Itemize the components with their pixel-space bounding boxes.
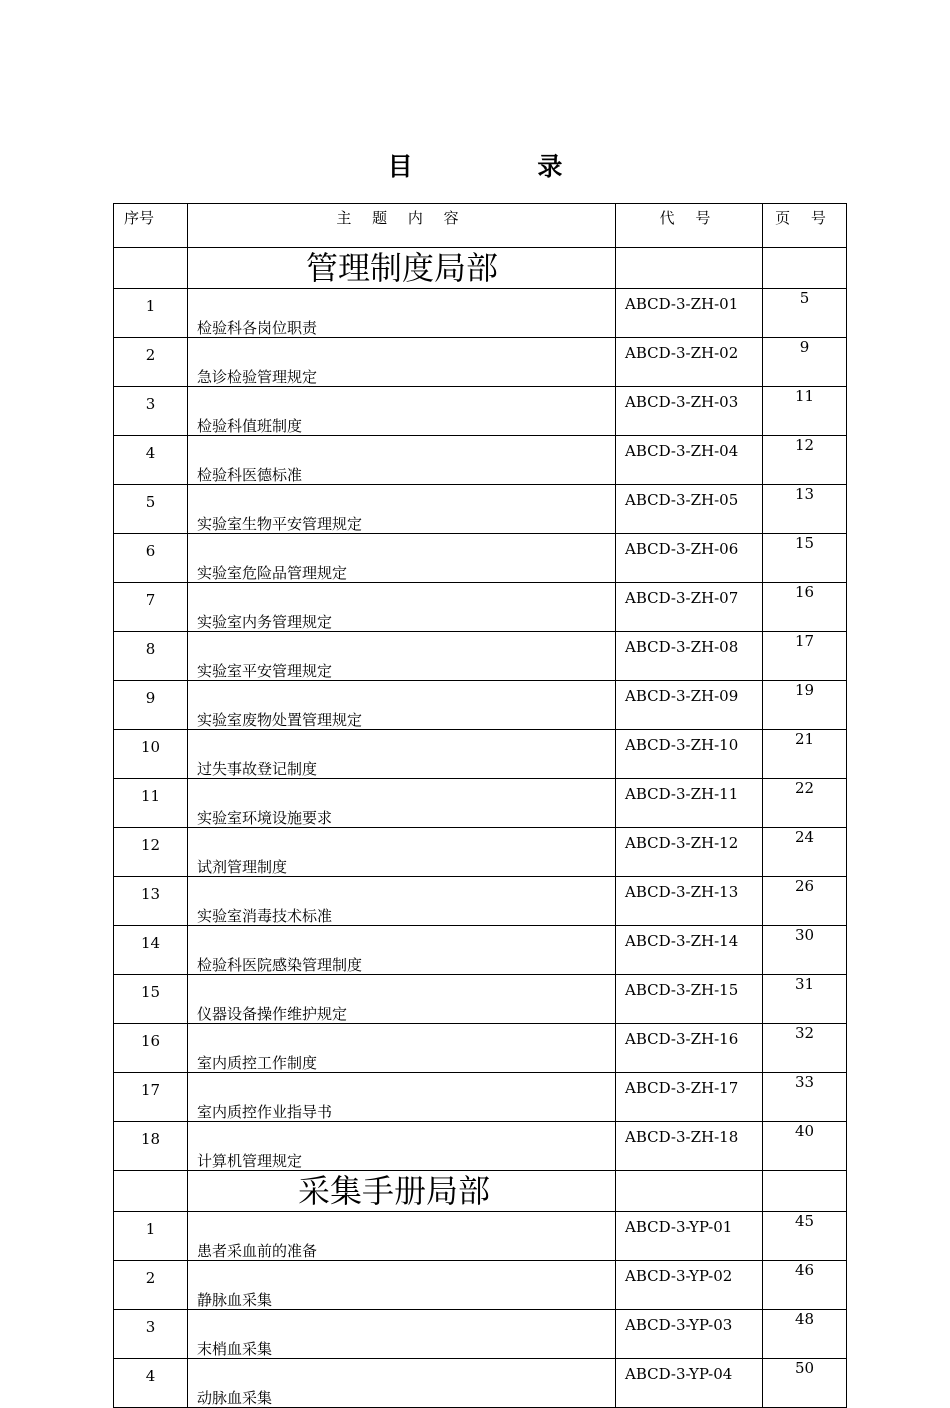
table-row[interactable] <box>114 338 847 387</box>
row-index: 13 <box>114 877 188 926</box>
row-page: 5 <box>763 289 847 338</box>
row-topic[interactable]: 实验室环境设施要求 <box>197 809 333 827</box>
table-row[interactable] <box>114 436 847 485</box>
toc-table <box>113 203 847 1408</box>
row-topic[interactable]: 检验科各岗位职责 <box>197 319 318 337</box>
row-topic[interactable]: 静脉血采集 <box>197 1291 273 1309</box>
table-row[interactable] <box>114 534 847 583</box>
row-index: 4 <box>114 1359 188 1408</box>
row-index: 15 <box>114 975 188 1024</box>
section-empty-cell <box>114 1171 188 1212</box>
row-topic[interactable]: 试剂管理制度 <box>197 858 288 876</box>
row-topic[interactable]: 室内质控作业指导书 <box>197 1103 333 1121</box>
row-index: 2 <box>114 338 188 387</box>
row-page: 22 <box>763 779 847 828</box>
row-index: 8 <box>114 632 188 681</box>
row-code: ABCD-3-YP-03 <box>616 1310 763 1359</box>
table-row[interactable] <box>114 1073 847 1122</box>
row-index: 5 <box>114 485 188 534</box>
row-page: 32 <box>763 1024 847 1073</box>
row-code: ABCD-3-ZH-18 <box>616 1122 763 1171</box>
row-topic[interactable]: 末梢血采集 <box>197 1340 273 1358</box>
row-page: 30 <box>763 926 847 975</box>
table-row[interactable] <box>114 1024 847 1073</box>
row-page: 21 <box>763 730 847 779</box>
row-topic-cell <box>188 1212 616 1261</box>
row-code: ABCD-3-ZH-17 <box>616 1073 763 1122</box>
row-page: 15 <box>763 534 847 583</box>
table-row[interactable] <box>114 1122 847 1171</box>
table-row[interactable] <box>114 632 847 681</box>
row-index: 10 <box>114 730 188 779</box>
row-topic-cell <box>188 338 616 387</box>
row-code: ABCD-3-ZH-11 <box>616 779 763 828</box>
table-row[interactable] <box>114 1359 847 1408</box>
row-page: 31 <box>763 975 847 1024</box>
row-code: ABCD-3-ZH-14 <box>616 926 763 975</box>
row-code: ABCD-3-ZH-01 <box>616 289 763 338</box>
table-row[interactable] <box>114 1261 847 1310</box>
row-page: 11 <box>763 387 847 436</box>
row-topic[interactable]: 实验室内务管理规定 <box>197 613 333 631</box>
row-index: 9 <box>114 681 188 730</box>
row-topic-cell <box>188 534 616 583</box>
header-topic: 主 题 内 容 <box>188 204 616 248</box>
section-row <box>114 1171 847 1212</box>
row-topic[interactable]: 检验科医德标准 <box>197 466 303 484</box>
row-page: 45 <box>763 1212 847 1261</box>
header-code: 代 号 <box>616 204 763 248</box>
row-topic[interactable]: 实验室消毒技术标准 <box>197 907 333 925</box>
row-code: ABCD-3-ZH-03 <box>616 387 763 436</box>
row-code: ABCD-3-ZH-04 <box>616 436 763 485</box>
row-code: ABCD-3-ZH-06 <box>616 534 763 583</box>
row-topic-cell <box>188 1359 616 1408</box>
row-code: ABCD-3-ZH-09 <box>616 681 763 730</box>
row-topic-cell <box>188 828 616 877</box>
section-title: 采集手册局部 <box>188 1171 616 1212</box>
row-index: 1 <box>114 289 188 338</box>
row-topic-cell <box>188 436 616 485</box>
row-code: ABCD-3-ZH-13 <box>616 877 763 926</box>
row-code: ABCD-3-ZH-07 <box>616 583 763 632</box>
toc-body <box>114 204 847 1408</box>
row-topic-cell <box>188 583 616 632</box>
row-page: 16 <box>763 583 847 632</box>
row-code: ABCD-3-ZH-08 <box>616 632 763 681</box>
row-topic-cell <box>188 632 616 681</box>
row-code: ABCD-3-ZH-12 <box>616 828 763 877</box>
table-row[interactable] <box>114 1212 847 1261</box>
table-row[interactable] <box>114 387 847 436</box>
row-topic[interactable]: 计算机管理规定 <box>197 1152 303 1170</box>
row-code: ABCD-3-ZH-02 <box>616 338 763 387</box>
row-index: 11 <box>114 779 188 828</box>
row-topic-cell <box>188 1261 616 1310</box>
row-topic[interactable]: 检验科医院感染管理制度 <box>197 956 363 974</box>
row-topic[interactable]: 急诊检验管理规定 <box>197 368 318 386</box>
row-topic[interactable]: 检验科值班制度 <box>197 417 303 435</box>
row-code: ABCD-3-ZH-05 <box>616 485 763 534</box>
row-topic[interactable]: 患者采血前的准备 <box>197 1242 318 1260</box>
row-topic-cell <box>188 1310 616 1359</box>
row-index: 16 <box>114 1024 188 1073</box>
row-topic[interactable]: 实验室平安管理规定 <box>197 662 333 680</box>
row-page: 46 <box>763 1261 847 1310</box>
row-page: 17 <box>763 632 847 681</box>
row-topic-cell <box>188 1122 616 1171</box>
row-code: ABCD-3-ZH-15 <box>616 975 763 1024</box>
table-row[interactable] <box>114 1310 847 1359</box>
row-topic-cell <box>188 730 616 779</box>
row-topic[interactable]: 实验室危险品管理规定 <box>197 564 348 582</box>
section-empty-cell <box>114 248 188 289</box>
row-index: 12 <box>114 828 188 877</box>
table-row[interactable] <box>114 485 847 534</box>
row-topic[interactable]: 仪器设备操作维护规定 <box>197 1005 348 1023</box>
row-page: 50 <box>763 1359 847 1408</box>
row-page: 9 <box>763 338 847 387</box>
table-row[interactable] <box>114 828 847 877</box>
page-title: 目 录 <box>387 152 621 181</box>
row-page: 40 <box>763 1122 847 1171</box>
row-topic-cell <box>188 387 616 436</box>
row-topic-cell <box>188 1024 616 1073</box>
row-topic-cell <box>188 779 616 828</box>
row-code: ABCD-3-ZH-10 <box>616 730 763 779</box>
row-page: 12 <box>763 436 847 485</box>
table-row[interactable] <box>114 583 847 632</box>
row-topic-cell <box>188 926 616 975</box>
row-page: 13 <box>763 485 847 534</box>
row-page: 26 <box>763 877 847 926</box>
row-topic[interactable]: 动脉血采集 <box>197 1389 273 1407</box>
row-topic[interactable]: 实验室生物平安管理规定 <box>197 515 363 533</box>
row-index: 1 <box>114 1212 188 1261</box>
row-index: 3 <box>114 1310 188 1359</box>
row-topic[interactable]: 室内质控工作制度 <box>197 1054 318 1072</box>
section-empty-cell <box>763 1171 847 1212</box>
row-topic-cell <box>188 975 616 1024</box>
row-page: 48 <box>763 1310 847 1359</box>
row-code: ABCD-3-YP-01 <box>616 1212 763 1261</box>
section-empty-cell <box>616 1171 763 1212</box>
table-row[interactable] <box>114 975 847 1024</box>
row-index: 7 <box>114 583 188 632</box>
row-topic-cell <box>188 485 616 534</box>
table-row[interactable] <box>114 779 847 828</box>
row-index: 2 <box>114 1261 188 1310</box>
table-row[interactable] <box>114 681 847 730</box>
row-index: 4 <box>114 436 188 485</box>
section-empty-cell <box>763 248 847 289</box>
table-header-row <box>114 204 847 248</box>
table-row[interactable] <box>114 289 847 338</box>
section-empty-cell <box>616 248 763 289</box>
row-page: 33 <box>763 1073 847 1122</box>
row-code: ABCD-3-ZH-16 <box>616 1024 763 1073</box>
header-page: 页 号 <box>763 204 847 248</box>
row-topic[interactable]: 过失事故登记制度 <box>197 760 318 778</box>
row-topic-cell <box>188 289 616 338</box>
row-page: 19 <box>763 681 847 730</box>
row-code: ABCD-3-YP-02 <box>616 1261 763 1310</box>
row-topic-cell <box>188 877 616 926</box>
table-row[interactable] <box>114 877 847 926</box>
table-row[interactable] <box>114 730 847 779</box>
row-index: 17 <box>114 1073 188 1122</box>
table-row[interactable] <box>114 926 847 975</box>
section-row <box>114 248 847 289</box>
row-topic-cell <box>188 681 616 730</box>
row-index: 18 <box>114 1122 188 1171</box>
section-title: 管理制度局部 <box>188 248 616 289</box>
row-topic[interactable]: 实验室废物处置管理规定 <box>197 711 363 729</box>
row-topic-cell <box>188 1073 616 1122</box>
row-code: ABCD-3-YP-04 <box>616 1359 763 1408</box>
row-index: 6 <box>114 534 188 583</box>
header-index: 序号 <box>114 204 188 248</box>
row-index: 3 <box>114 387 188 436</box>
row-page: 24 <box>763 828 847 877</box>
row-index: 14 <box>114 926 188 975</box>
